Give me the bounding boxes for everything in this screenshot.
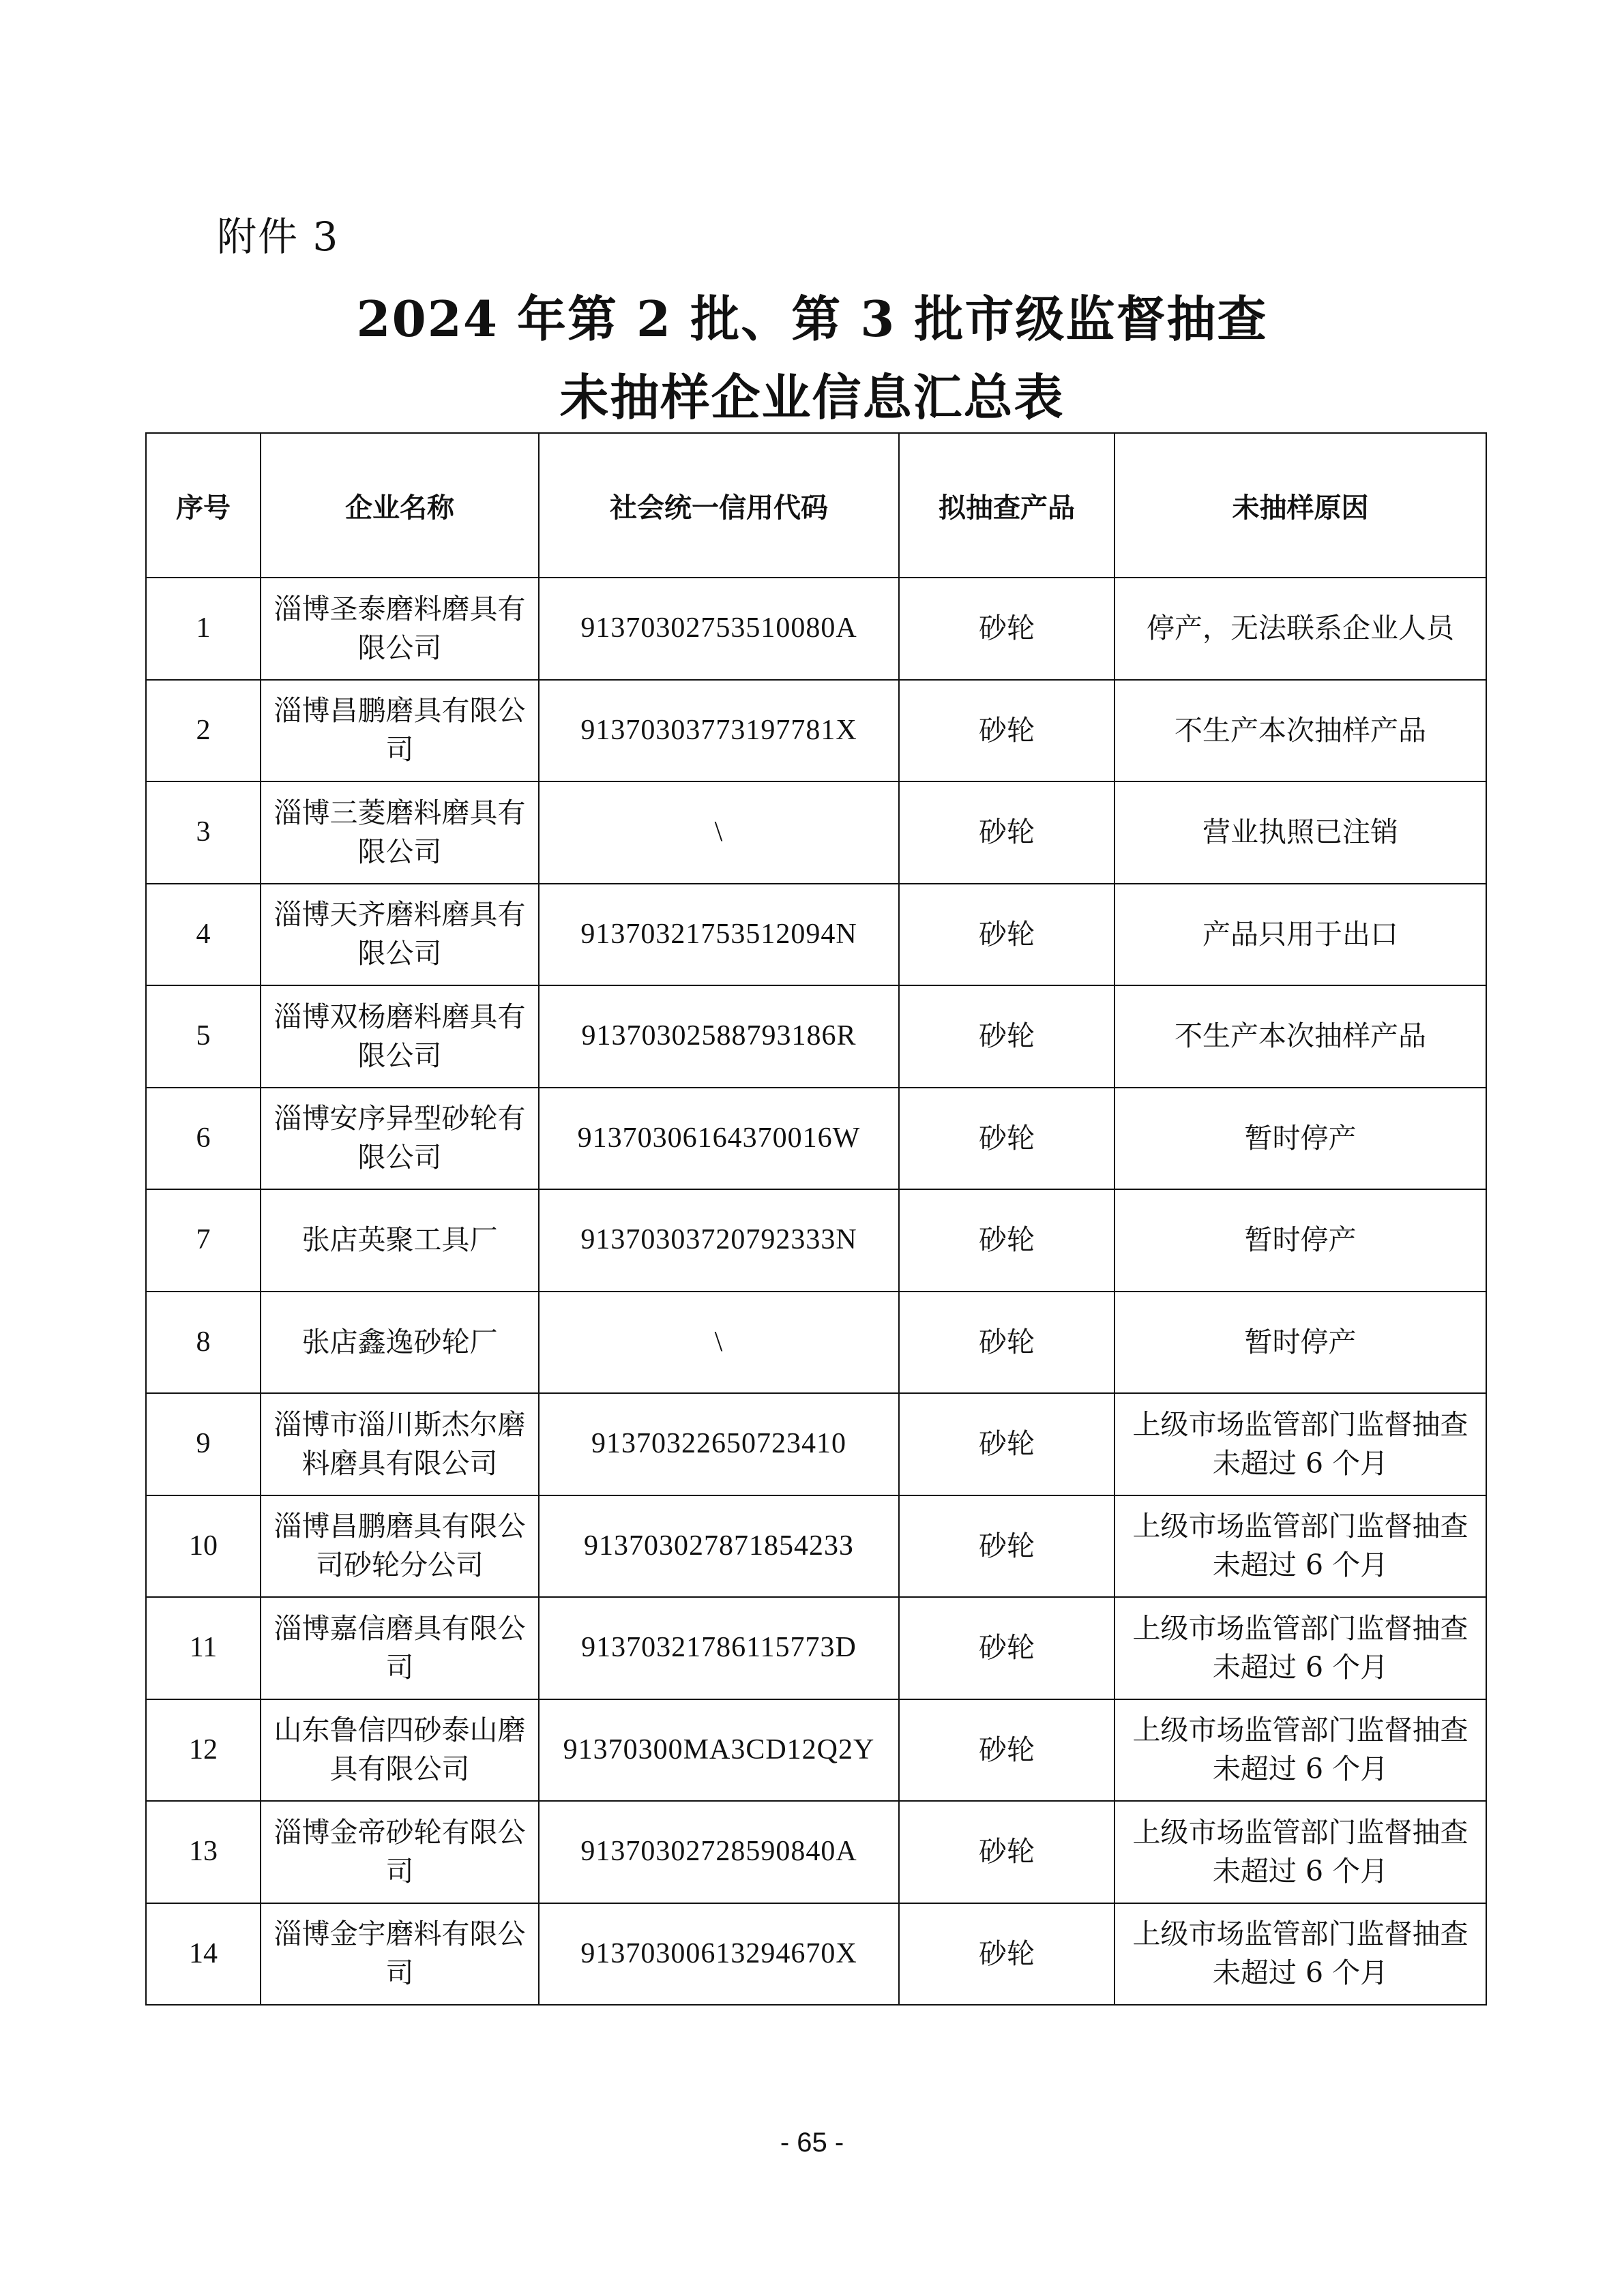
document-title-line-2: 未抽样企业信息汇总表	[559, 368, 1065, 426]
cell-credit-code: \	[539, 1292, 899, 1394]
cell-company-name: 淄博昌鹏磨具有限公司	[261, 680, 539, 782]
cell-credit-code: 91370321786115773D	[539, 1597, 899, 1699]
cell-product: 砂轮	[899, 1292, 1114, 1394]
cell-product: 砂轮	[899, 1597, 1114, 1699]
cell-product: 砂轮	[899, 578, 1114, 680]
cell-product: 砂轮	[899, 1495, 1114, 1598]
cell-reason: 上级市场监管部门监督抽查未超过 6 个月	[1114, 1393, 1486, 1495]
cell-serial-number: 11	[146, 1597, 261, 1699]
table-row	[146, 1393, 1486, 1495]
table-row	[146, 1292, 1486, 1394]
cell-reason: 停产，无法联系企业人员	[1114, 578, 1486, 680]
cell-reason: 营业执照已注销	[1114, 781, 1486, 884]
cell-product: 砂轮	[899, 680, 1114, 782]
table-row	[146, 1495, 1486, 1598]
cell-company-name: 淄博市淄川斯杰尔磨料磨具有限公司	[261, 1393, 539, 1495]
cell-serial-number: 12	[146, 1699, 261, 1802]
cell-credit-code: 91370322650723410	[539, 1393, 899, 1495]
cell-serial-number: 3	[146, 781, 261, 884]
cell-company-name: 淄博嘉信磨具有限公司	[261, 1597, 539, 1699]
cell-serial-number: 2	[146, 680, 261, 782]
cell-serial-number: 9	[146, 1393, 261, 1495]
cell-credit-code: 91370300MA3CD12Q2Y	[539, 1699, 899, 1802]
cell-credit-code: 91370300613294670X	[539, 1903, 899, 2006]
cell-credit-code: 91370303773197781X	[539, 680, 899, 782]
header-serial-number: 序号	[146, 433, 261, 578]
cell-product: 砂轮	[899, 1393, 1114, 1495]
cell-serial-number: 4	[146, 884, 261, 986]
table-row	[146, 578, 1486, 680]
cell-credit-code: 91370302787185423З	[539, 1495, 899, 1598]
cell-product: 砂轮	[899, 985, 1114, 1088]
cell-company-name: 淄博安序异型砂轮有限公司	[261, 1088, 539, 1190]
cell-product: 砂轮	[899, 781, 1114, 884]
header-reason: 未抽样原因	[1114, 433, 1486, 578]
enterprise-info-table	[145, 432, 1487, 2006]
table-row	[146, 1801, 1486, 1903]
cell-product: 砂轮	[899, 1088, 1114, 1190]
attachment-label: 附件 3	[217, 213, 340, 260]
cell-company-name: 淄博三菱磨料磨具有限公司	[261, 781, 539, 884]
cell-reason: 不生产本次抽样产品	[1114, 985, 1486, 1088]
cell-serial-number: 5	[146, 985, 261, 1088]
cell-product: 砂轮	[899, 884, 1114, 986]
cell-reason: 上级市场监管部门监督抽查未超过 6 个月	[1114, 1495, 1486, 1598]
table-row	[146, 1903, 1486, 2006]
cell-reason: 产品只用于出口	[1114, 884, 1486, 986]
table-row	[146, 1597, 1486, 1699]
cell-product: 砂轮	[899, 1699, 1114, 1802]
cell-credit-code: 91370302588793186R	[539, 985, 899, 1088]
cell-serial-number: 13	[146, 1801, 261, 1903]
cell-company-name: 山东鲁信四砂泰山磨具有限公司	[261, 1699, 539, 1802]
header-company-name: 企业名称	[261, 433, 539, 578]
cell-credit-code: 91370321753512094N	[539, 884, 899, 986]
table-row	[146, 680, 1486, 782]
table-row	[146, 985, 1486, 1088]
cell-credit-code: 91370302728590840A	[539, 1801, 899, 1903]
cell-company-name: 淄博双杨磨料磨具有限公司	[261, 985, 539, 1088]
table-row	[146, 1088, 1486, 1190]
table-body	[146, 578, 1486, 2005]
table-row	[146, 781, 1486, 884]
cell-product: 砂轮	[899, 1903, 1114, 2006]
cell-product: 砂轮	[899, 1801, 1114, 1903]
document-title-line-1: 2024 年第 2 批、第 3 批市级监督抽查	[356, 290, 1268, 348]
cell-credit-code: 91370302753510080A	[539, 578, 899, 680]
cell-company-name: 淄博金宇磨料有限公司	[261, 1903, 539, 2006]
cell-company-name: 淄博金帝砂轮有限公司	[261, 1801, 539, 1903]
cell-serial-number: 14	[146, 1903, 261, 2006]
cell-reason: 上级市场监管部门监督抽查未超过 6 个月	[1114, 1801, 1486, 1903]
cell-reason: 暂时停产	[1114, 1292, 1486, 1394]
header-product: 拟抽查产品	[899, 433, 1114, 578]
cell-credit-code: 91370303720792333N	[539, 1189, 899, 1292]
cell-company-name: 张店英聚工具厂	[261, 1189, 539, 1292]
cell-reason: 上级市场监管部门监督抽查未超过 6 个月	[1114, 1699, 1486, 1802]
cell-company-name: 淄博昌鹏磨具有限公司砂轮分公司	[261, 1495, 539, 1598]
header-row	[146, 433, 1486, 578]
table-row	[146, 1189, 1486, 1292]
cell-serial-number: 8	[146, 1292, 261, 1394]
cell-reason: 不生产本次抽样产品	[1114, 680, 1486, 782]
cell-reason: 上级市场监管部门监督抽查未超过 6 个月	[1114, 1903, 1486, 2006]
cell-serial-number: 10	[146, 1495, 261, 1598]
table-row	[146, 1699, 1486, 1802]
cell-serial-number: 7	[146, 1189, 261, 1292]
cell-reason: 暂时停产	[1114, 1088, 1486, 1190]
cell-credit-code: \	[539, 781, 899, 884]
cell-product: 砂轮	[899, 1189, 1114, 1292]
page-number: - 65 -	[780, 2128, 844, 2158]
table-header	[146, 433, 1486, 578]
cell-company-name: 张店鑫逸砂轮厂	[261, 1292, 539, 1394]
cell-company-name: 淄博天齐磨料磨具有限公司	[261, 884, 539, 986]
table-row	[146, 884, 1486, 986]
header-credit-code: 社会统一信用代码	[539, 433, 899, 578]
cell-credit-code: 91370306164370016W	[539, 1088, 899, 1190]
cell-reason: 上级市场监管部门监督抽查未超过 6 个月	[1114, 1597, 1486, 1699]
cell-company-name: 淄博圣泰磨料磨具有限公司	[261, 578, 539, 680]
cell-serial-number: 6	[146, 1088, 261, 1190]
cell-reason: 暂时停产	[1114, 1189, 1486, 1292]
cell-serial-number: 1	[146, 578, 261, 680]
